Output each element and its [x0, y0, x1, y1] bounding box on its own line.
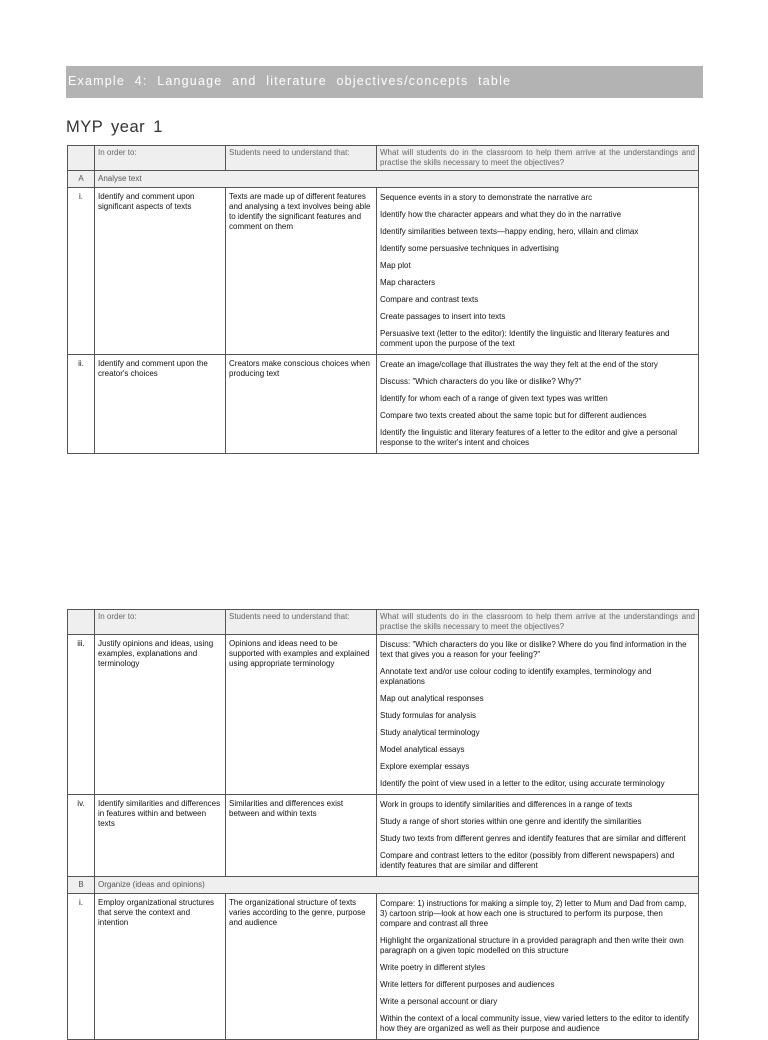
activity-item: Compare two texts created about the same topic but for different audiences [380, 411, 647, 420]
header-understand: Students need to understand that: [226, 610, 377, 635]
activity-item: Create an image/collage that illustrates the way they felt at the end of the story [380, 360, 658, 369]
activity-item: Within the context of a local community issue, view varied letters to the editor to identify how they are organized as well as their purpose and audience [380, 1014, 690, 1033]
row-activities [377, 894, 699, 1040]
header-activities: What will students do in the classroom to help them arrive at the understandings and practise the skills necessary to meet the objectives? [377, 146, 699, 171]
activity-item: Map out analytical responses [380, 694, 484, 703]
row-activities [377, 635, 699, 795]
header-blank-cell [68, 146, 95, 171]
activity-item: Explore exemplar essays [380, 762, 470, 771]
section-row-b [68, 877, 699, 894]
page-banner: Example 4: Language and literature objectives/concepts table [66, 66, 703, 98]
activity-item: Identify for whom each of a range of given text types was written [380, 394, 608, 403]
row-objective: Identify and comment upon significant aspects of texts [95, 188, 226, 355]
activity-item: Study analytical terminology [380, 728, 480, 737]
activity-item: Write letters for different purposes and audiences [380, 980, 555, 989]
table-row [68, 635, 699, 795]
section-title: Organize (ideas and opinions) [95, 877, 699, 894]
row-number: iv. [68, 795, 95, 877]
activity-item: Identify the point of view used in a letter to the editor, using accurate terminology [380, 779, 665, 788]
row-number: iii. [68, 635, 95, 795]
table-row [68, 795, 699, 877]
activity-item: Work in groups to identify similarities and differences in a range of texts [380, 800, 633, 809]
activity-item: Compare and contrast texts [380, 295, 479, 304]
header-understand: Students need to understand that: [226, 146, 377, 171]
row-activities [377, 188, 699, 355]
activity-item: Model analytical essays [380, 745, 465, 754]
row-objective: Employ organizational structures that serve the context and intention [95, 894, 226, 1040]
objectives-table-1 [67, 145, 699, 454]
row-objective: Identify and comment upon the creator's choices [95, 355, 226, 454]
row-understanding: Creators make conscious choices when producing text [226, 355, 377, 454]
activity-item: Discuss: "Which characters do you like or dislike? Why?" [380, 377, 582, 386]
row-number: i. [68, 894, 95, 1040]
row-activities [377, 795, 699, 877]
activity-item: Study two texts from different genres and identify features that are similar and different [380, 834, 686, 843]
table-header-row [68, 146, 699, 171]
row-activities [377, 355, 699, 454]
activity-item: Identify similarities between texts—happy ending, hero, villain and climax [380, 227, 639, 236]
row-objective: Justify opinions and ideas, using examples, explanations and terminology [95, 635, 226, 795]
activity-item: Persuasive text (letter to the editor): Identify the linguistic and literary features and comment upon the purpose of the text [380, 329, 670, 348]
header-in-order-to: In order to: [95, 146, 226, 171]
activity-item: Map characters [380, 278, 436, 287]
activity-item: Study formulas for analysis [380, 711, 477, 720]
activity-item: Study a range of short stories within one genre and identify the similarities [380, 817, 642, 826]
activity-item: Compare: 1) instructions for making a simple toy, 2) letter to Mum and Dad from camp, 3) cartoon strip—look at how each one is structured to perform its purpose, then compare and contrast all three [380, 899, 687, 928]
activity-item: Identify some persuasive techniques in advertising [380, 244, 559, 253]
activity-item: Map plot [380, 261, 411, 270]
table-row [68, 355, 699, 454]
row-objective: Identify similarities and differences in features within and between texts [95, 795, 226, 877]
table-row [68, 894, 699, 1040]
row-number: ii. [68, 355, 95, 454]
activity-item: Write poetry in different styles [380, 963, 486, 972]
activity-item: Discuss: "Which characters do you like or dislike? Where do you find information in the text that gives you a reason for your feeling?" [380, 640, 687, 659]
section-row-a [68, 171, 699, 188]
activity-item: Annotate text and/or use colour coding to identify examples, terminology and explanations [380, 667, 652, 686]
row-understanding: The organizational structure of texts varies according to the genre, purpose and audience [226, 894, 377, 1040]
activity-item: Write a personal account or diary [380, 997, 498, 1006]
section-letter: A [68, 171, 95, 188]
activity-item: Identify how the character appears and what they do in the narrative [380, 210, 622, 219]
table-row [68, 188, 699, 355]
section-title: Analyse text [95, 171, 699, 188]
table-header-row [68, 610, 699, 635]
header-activities: What will students do in the classroom to help them arrive at the understandings and practise the skills necessary to meet the objectives? [377, 610, 699, 635]
header-in-order-to: In order to: [95, 610, 226, 635]
activity-item: Compare and contrast letters to the editor (possibly from different newspapers) and identify features that are similar and different [380, 851, 675, 870]
row-number: i. [68, 188, 95, 355]
activity-item: Identify the linguistic and literary features of a letter to the editor and give a personal response to the writer's intent and choices [380, 428, 678, 447]
objectives-table-2 [67, 609, 699, 1040]
page-subtitle: MYP year 1 [66, 118, 163, 136]
activity-item: Sequence events in a story to demonstrate the narrative arc [380, 193, 593, 202]
activity-item: Highlight the organizational structure in a provided paragraph and then write their own paragraph on a given topic modelled on this structure [380, 936, 684, 955]
activity-item: Create passages to insert into texts [380, 312, 506, 321]
header-blank-cell [68, 610, 95, 635]
section-letter: B [68, 877, 95, 894]
row-understanding: Similarities and differences exist between and within texts [226, 795, 377, 877]
row-understanding: Texts are made up of different features and analysing a text involves being able to identify the significant features and comment on them [226, 188, 377, 355]
row-understanding: Opinions and ideas need to be supported with examples and explained using appropriate terminology [226, 635, 377, 795]
